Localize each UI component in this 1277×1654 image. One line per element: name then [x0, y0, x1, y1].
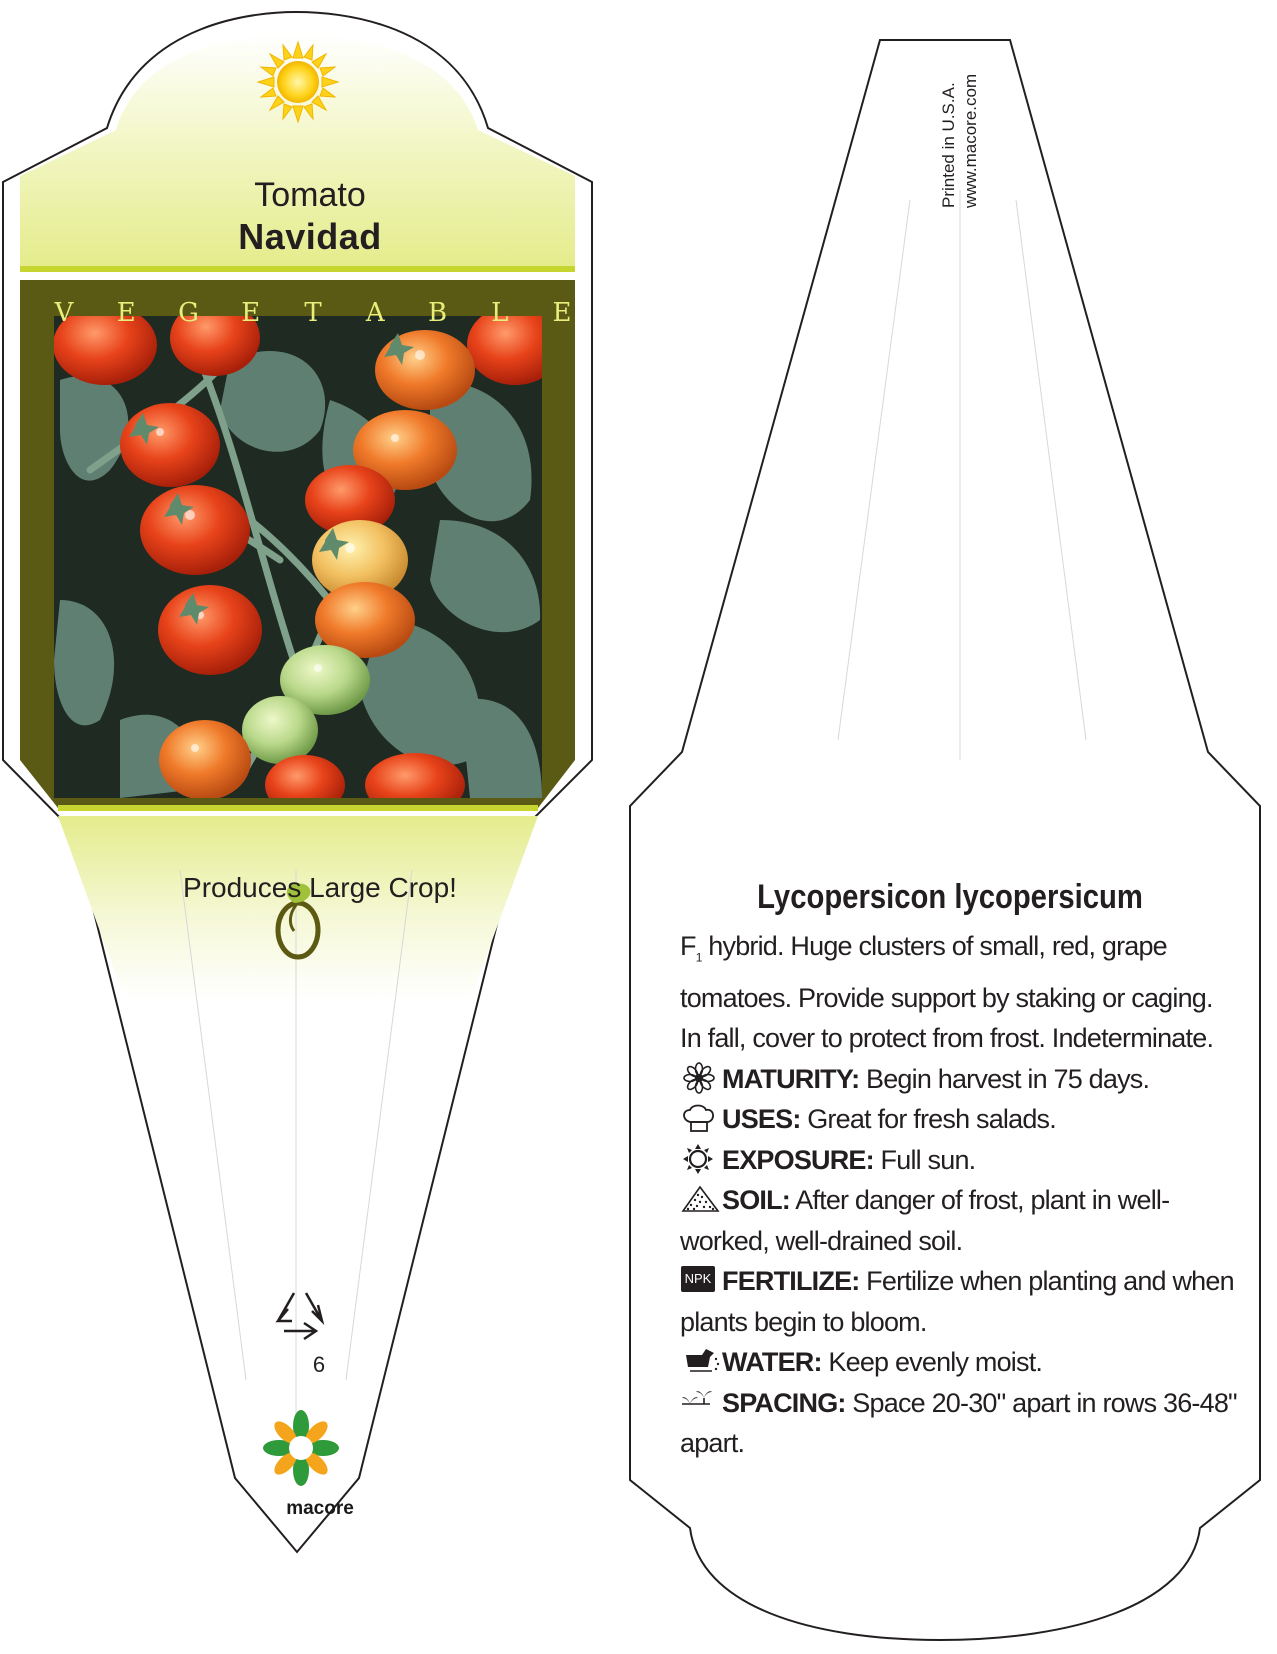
care-text: After danger of frost, plant in well-worked, well-drained soil. — [680, 1185, 1170, 1256]
care-row-spacing — [680, 1383, 1240, 1464]
care-text: Begin harvest in 75 days. — [859, 1063, 1150, 1094]
hybrid-prefix: F — [680, 931, 696, 961]
category-label — [52, 298, 574, 334]
category-letter: G — [178, 298, 199, 328]
botanical-name: Lycopersicon lycopersicum — [757, 878, 1143, 916]
printed-in: Printed in U.S.A. — [939, 82, 958, 208]
common-name: Tomato — [254, 176, 366, 214]
flower-icon — [680, 1062, 722, 1094]
care-label: USES: — [722, 1104, 801, 1135]
care-label: MATURITY: — [722, 1063, 860, 1094]
macore-logo-text: macore — [286, 1498, 354, 1519]
care-row-soil — [680, 1180, 1240, 1261]
accent-line-bottom — [58, 805, 538, 811]
care-label: EXPOSURE: — [722, 1144, 874, 1175]
care-text: Space 20-30" apart in rows 36-48" apart. — [680, 1387, 1237, 1459]
sun-icon — [258, 42, 338, 122]
category-letter: A — [365, 298, 385, 328]
category-letter: V — [54, 298, 74, 328]
watering-can-icon — [680, 1345, 722, 1377]
category-letter: T — [304, 298, 322, 328]
care-text: Keep evenly moist. — [821, 1347, 1043, 1378]
npk-label: NPK — [681, 1266, 715, 1292]
chef-hat-icon — [680, 1102, 722, 1134]
care-row-exposure — [680, 1140, 1240, 1181]
seedling-icon — [680, 1386, 722, 1418]
care-label: SOIL: — [722, 1185, 790, 1216]
accent-line-top — [20, 266, 575, 272]
category-letter: E — [116, 298, 136, 328]
care-label: WATER: — [722, 1347, 822, 1378]
care-row-water — [680, 1342, 1240, 1383]
tomato-cluster-photo — [53, 300, 563, 817]
care-text: Full sun. — [873, 1144, 976, 1175]
category-letter: E — [552, 298, 572, 328]
sun-outline-icon — [680, 1143, 722, 1175]
printer-info — [938, 74, 982, 208]
care-label: SPACING: — [722, 1387, 846, 1418]
npk-icon — [680, 1264, 722, 1296]
category-letter: B — [427, 298, 448, 328]
intro-text: hybrid. Huge clusters of small, red, grape tomatoes. Provide support by staking or caging. In fall, cover to protect from frost. Indeterminate. — [680, 931, 1214, 1054]
recycle-number: 6 — [312, 1352, 326, 1377]
tagline: Produces Large Crop! — [183, 872, 457, 903]
care-row-maturity — [680, 1059, 1240, 1100]
intro-paragraph — [680, 926, 1240, 1059]
care-text: Great for fresh salads. — [800, 1104, 1056, 1135]
care-row-fertilize — [680, 1261, 1240, 1342]
variety-name: Navidad — [238, 216, 382, 257]
care-text: Fertilize when planting and when plants begin to bloom. — [680, 1266, 1234, 1337]
website: www.macore.com — [961, 73, 980, 208]
front-bottom-band — [58, 816, 538, 1000]
care-label: FERTILIZE: — [722, 1266, 860, 1297]
soil-icon — [680, 1183, 722, 1215]
category-letter: L — [491, 298, 509, 328]
care-description — [680, 926, 1240, 1464]
care-row-uses — [680, 1099, 1240, 1140]
hybrid-subscript: 1 — [695, 950, 702, 965]
category-letter: E — [241, 298, 261, 328]
